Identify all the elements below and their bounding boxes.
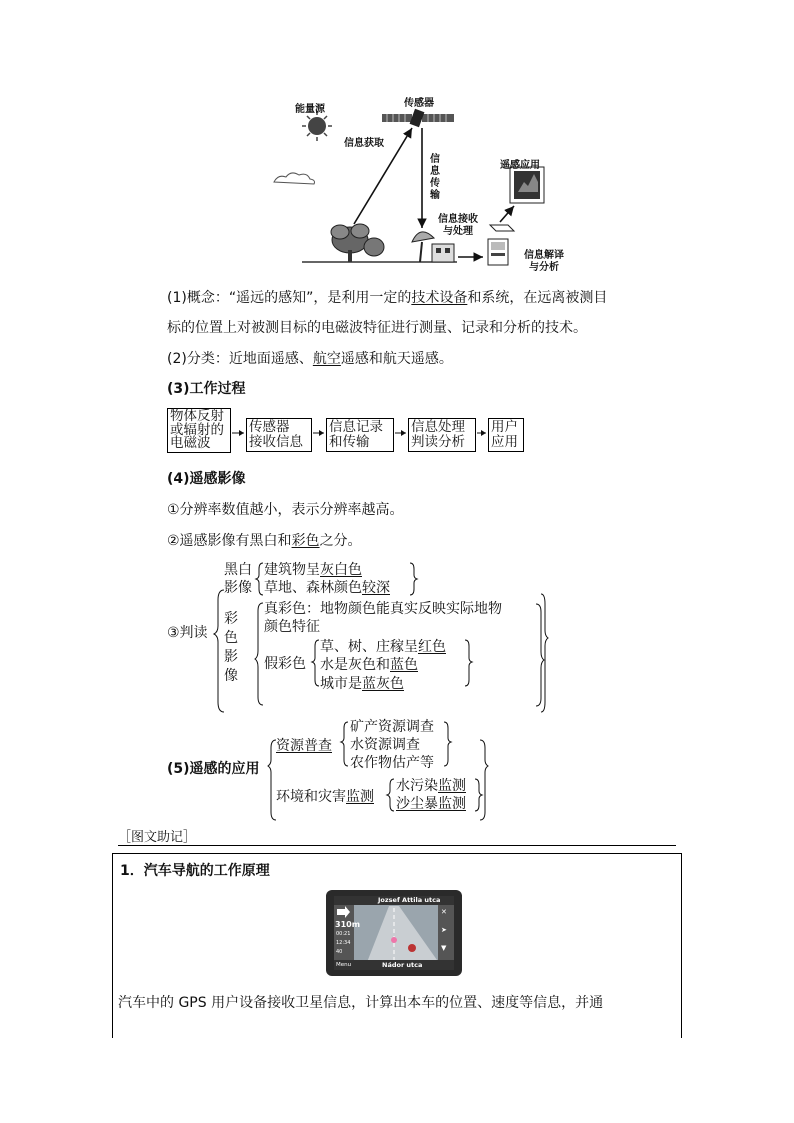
label-info-receive: 信息接收 与处理 [438,214,478,237]
interpret-label: ③判读 [167,625,208,641]
false-line-2: 水是灰色和蓝色 [320,657,418,673]
gps-map [334,896,454,970]
label-sensor: 传感器 [404,98,434,109]
image-title: (4)遥感影像 [167,471,246,487]
env-item-2: 沙尘暴监测 [396,796,466,812]
gps-street-bottom: Nádor utca [382,961,423,969]
env-item-1: 水污染监测 [396,778,466,794]
bw-line-1: 建筑物呈灰白色 [264,562,362,578]
true-color-line-2: 颜色特征 [264,619,320,635]
color-label: 彩 色 影 像 [224,611,238,684]
process-box-1: 物体反射 或辐射的 电磁波 [167,408,231,453]
false-line-1: 草、树、庄稼呈红色 [320,639,446,655]
gps-close-icon[interactable]: ✕ [441,908,447,916]
concept-line-2: 标的位置上对被测目标的电磁波特征进行测量、记录和分析的技术。 [167,320,587,336]
gps-distance: 310m [335,920,361,929]
classification-line: (2)分类：近地面遥感、航空遥感和航天遥感。 [167,351,453,367]
gps-side-value-1: 00:21 [336,931,351,937]
process-box-2: 传感器 接收信息 [246,418,312,452]
memory-item-title: 1．汽车导航的工作原理 [120,863,270,879]
resource-item-1: 矿产资源调查 [350,719,434,735]
gps-chevron-down-icon[interactable]: ▼ [441,944,447,952]
apply-label: (5)遥感的应用 [167,761,260,777]
false-line-3: 城市是蓝灰色 [320,676,404,692]
gps-screen [334,896,454,970]
false-color-label: 假彩色 [264,656,306,672]
memory-heading: ［图文助记］ [118,830,197,845]
process-box-5: 用户 应用 [488,418,524,452]
gps-street-top: Jozsef Attila utca [378,896,441,904]
process-box-4: 信息处理 判读分析 [408,418,476,452]
memory-paragraph: 汽车中的 GPS 用户设备接收卫星信息，计算出本车的位置、速度等信息，并通 [118,995,604,1011]
bw-line-2: 草地、森林颜色较深 [264,580,390,596]
gps-compass-icon[interactable]: ➤ [441,926,447,934]
resource-item-2: 水资源调查 [350,737,420,753]
resource-label: 资源普查 [276,738,332,754]
label-remote-application: 遥感应用 [500,160,540,171]
bw-label: 黑白 影像 [224,562,252,596]
true-color-line-1: 真彩色：地物颜色能真实反映实际地物 [264,601,502,617]
image-item-2: ②遥感影像有黑白和彩色之分。 [167,533,362,549]
gps-side-value-2: 12:34 [336,940,351,946]
image-item-1: ①分辨率数值越小，表示分辨率越高。 [167,502,404,518]
label-info-interpret: 信息解译 与分析 [524,250,564,273]
label-info-acquire: 信息获取 [344,138,384,149]
resource-item-3: 农作物估产等 [350,755,434,771]
memory-heading-rule [118,845,676,846]
concept-line-1: (1)概念：“遥远的感知”，是利用一定的技术设备和系统，在远离被测目 [167,290,608,306]
label-energy-source: 能量源 [295,104,325,115]
gps-menu-button[interactable]: Menu [336,962,352,968]
process-title: (3)工作过程 [167,381,246,397]
process-box-3: 信息记录 和传输 [326,418,394,452]
gps-device [326,890,462,976]
env-label: 环境和灾害监测 [276,789,374,805]
label-info-transmit: 信 息 传 输 [430,154,440,201]
gps-side-value-3: 40 [336,949,343,955]
